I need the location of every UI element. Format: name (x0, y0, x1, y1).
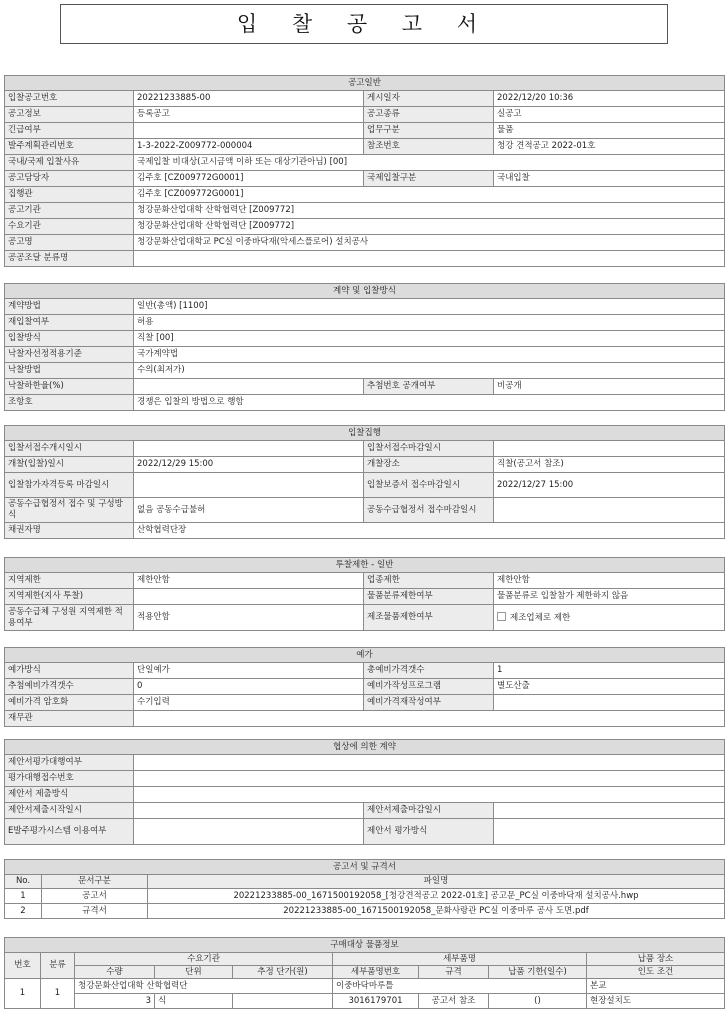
doc-type: 공고서 (42, 889, 148, 904)
column-header: No. (5, 875, 42, 889)
field-label: 제안서평가대행여부 (5, 755, 134, 771)
field-label: 재무관 (5, 711, 134, 727)
field-value: 실공고 (494, 107, 725, 123)
field-label: 입찰보증서 접수마감일시 (364, 473, 494, 498)
column-header: 수량 (75, 966, 155, 979)
field-label: 집행관 (5, 187, 134, 203)
field-label: 제조물품제한여부 (364, 605, 494, 631)
field-value (134, 803, 364, 819)
field-value (134, 473, 364, 498)
table-row (5, 904, 725, 919)
page-title: 입 찰 공 고 서 (60, 4, 668, 44)
field-value (494, 803, 725, 819)
field-label: 제안서 제출방식 (5, 787, 134, 803)
field-value: 직찰(공고서 참조) (494, 457, 725, 473)
goods-detail-name: 이중바닥마루틀 (333, 979, 587, 994)
field-label: 예비가작성프로그램 (364, 679, 494, 695)
goods-place: 본교 (587, 979, 725, 994)
column-header: 분류 (41, 953, 75, 979)
field-value: 산학협력단장 (134, 523, 725, 539)
field-label: 제안서제출마감일시 (364, 803, 494, 819)
goods-spec: 공고서 참조 (419, 994, 489, 1009)
manufacture-restrict-cell (494, 605, 725, 631)
field-label: 개찰(입찰)일시 (5, 457, 134, 473)
column-header: 문서구분 (42, 875, 148, 889)
field-label: 긴급여부 (5, 123, 134, 139)
field-label: 입찰참가자격등록 마감일시 (5, 473, 134, 498)
field-label: 지역제한(지사 투찰) (5, 589, 134, 605)
column-header: 파일명 (148, 875, 725, 889)
price-section (4, 647, 725, 727)
doc-file-link[interactable]: 20221233885-00_1671500192058_[청강견적공고 2022-01호] 공고문_PC실 이중바닥재 설치공사.hwp (148, 889, 725, 904)
field-label: 총예비가격갯수 (364, 663, 494, 679)
field-label: 개찰장소 (364, 457, 494, 473)
doc-type: 규격서 (42, 904, 148, 919)
goods-category: 1 (41, 979, 75, 1009)
field-label: 입찰서접수마감일시 (364, 441, 494, 457)
field-label: 입찰공고번호 (5, 91, 134, 107)
checkbox-label: 제조업체로 제한 (510, 612, 571, 623)
field-value (134, 771, 725, 787)
field-value: 일반(총액) [1100] (134, 299, 725, 315)
goods-qty: 3 (75, 994, 155, 1009)
field-label: 제안서 평가방식 (364, 819, 494, 845)
field-value: 국제입찰 비대상(고시금액 이하 또는 대상기관아님) [00] (134, 155, 725, 171)
section-heading: 공고일반 (5, 76, 725, 91)
table-row (5, 889, 725, 904)
field-label: 낙찰자선정적용기준 (5, 347, 134, 363)
goods-due: () (489, 994, 587, 1009)
field-value: 국가계약법 (134, 347, 725, 363)
field-value: 20221233885-00 (134, 91, 364, 107)
field-label: 공공조달 분류명 (5, 251, 134, 267)
field-label: 업무구분 (364, 123, 494, 139)
goods-unit: 식 (155, 994, 233, 1009)
section-heading: 입찰집행 (5, 426, 725, 441)
field-value: 등록공고 (134, 107, 364, 123)
negotiation-section (4, 739, 725, 845)
field-value: 1 (494, 663, 725, 679)
column-header: 수요기관 (75, 953, 333, 966)
table-row (5, 994, 725, 1009)
field-label: 제안서제출시작일시 (5, 803, 134, 819)
field-value: 별도산출 (494, 679, 725, 695)
field-label: 물품분류제한여부 (364, 589, 494, 605)
docs-section (4, 859, 725, 919)
column-header: 납품 기한(일수) (489, 966, 587, 979)
goods-section (4, 937, 725, 1009)
field-value: 0 (134, 679, 364, 695)
section-heading: 계약 및 입찰방식 (5, 284, 725, 299)
section-heading: 예가 (5, 648, 725, 663)
goods-est-price (233, 994, 333, 1009)
field-label: 업종제한 (364, 573, 494, 589)
field-label: E발주평가시스템 이용여부 (5, 819, 134, 845)
field-value: 청강문화산업대학 산학협력단 [Z009772] (134, 203, 725, 219)
field-label: 예비가격재작성여부 (364, 695, 494, 711)
field-label: 평가대행접수번호 (5, 771, 134, 787)
field-value: 경쟁은 입찰의 방법으로 행함 (134, 395, 725, 411)
field-label: 입찰방식 (5, 331, 134, 347)
field-value: 제한안함 (134, 573, 364, 589)
field-value (134, 787, 725, 803)
field-label: 참조번호 (364, 139, 494, 155)
table-row (5, 979, 725, 994)
field-value: 적용안함 (134, 605, 364, 631)
field-value (134, 123, 364, 139)
field-value: 김주호 [CZ009772G0001] (134, 187, 725, 203)
column-header: 납품 장소 (587, 953, 725, 966)
field-label: 공고정보 (5, 107, 134, 123)
doc-no: 1 (5, 889, 42, 904)
field-value: 청강 견적공고 2022-01호 (494, 139, 725, 155)
field-value: 수기입력 (134, 695, 364, 711)
field-label: 재입찰여부 (5, 315, 134, 331)
doc-no: 2 (5, 904, 42, 919)
checkbox[interactable] (497, 612, 506, 621)
column-header: 규격 (419, 966, 489, 979)
field-value: 비공개 (494, 379, 725, 395)
field-label: 발주계획관리번호 (5, 139, 134, 155)
column-header: 추정 단가(원) (233, 966, 333, 979)
field-value: 청강문화산업대학 산학협력단 [Z009772] (134, 219, 725, 235)
field-label: 공동수급체 구성원 지역제한 적용여부 (5, 605, 134, 631)
field-value: 2022/12/20 10:36 (494, 91, 725, 107)
column-header: 세부품명번호 (333, 966, 419, 979)
field-label: 낙찰하한율(%) (5, 379, 134, 395)
goods-agency: 청강문화산업대학 산학협력단 (75, 979, 333, 994)
field-value: 국내입찰 (494, 171, 725, 187)
field-label: 국내/국제 입찰사유 (5, 155, 134, 171)
field-label: 게시일자 (364, 91, 494, 107)
field-value (134, 711, 725, 727)
field-value (494, 498, 725, 523)
field-value (494, 819, 725, 845)
field-label: 추첨예비가격갯수 (5, 679, 134, 695)
restriction-section (4, 557, 725, 631)
field-label: 예가방식 (5, 663, 134, 679)
field-label: 추첨번호 공개여부 (364, 379, 494, 395)
goods-condition: 현장설치도 (587, 994, 725, 1009)
section-heading: 투찰제한 - 일반 (5, 558, 725, 573)
field-value (134, 819, 364, 845)
field-value (134, 379, 364, 395)
field-value: 제한안함 (494, 573, 725, 589)
field-label: 공고기관 (5, 203, 134, 219)
field-label: 지역제한 (5, 573, 134, 589)
field-value: 없음 공동수급불허 (134, 498, 364, 523)
field-value: 2022/12/29 15:00 (134, 457, 364, 473)
column-header: 단위 (155, 966, 233, 979)
field-label: 조항호 (5, 395, 134, 411)
doc-file-link[interactable]: 20221233885-00_1671500192058_문화사랑관 PC실 이중마루 공사 도면.pdf (148, 904, 725, 919)
field-label: 국제입찰구분 (364, 171, 494, 187)
execution-section (4, 425, 725, 539)
field-value (134, 441, 364, 457)
field-value: 2022/12/27 15:00 (494, 473, 725, 498)
section-heading: 공고서 및 규격서 (5, 860, 725, 875)
field-value: 물품 (494, 123, 725, 139)
field-value: 단일예가 (134, 663, 364, 679)
section-heading: 구매대상 물품정보 (5, 938, 725, 953)
field-value: 청강문화산업대학교 PC실 이중바닥재(악세스플로어) 설치공사 (134, 235, 725, 251)
field-label: 공고담당자 (5, 171, 134, 187)
contract-section (4, 283, 725, 411)
field-value: 1-3-2022-Z009772-000004 (134, 139, 364, 155)
field-value (494, 695, 725, 711)
field-value (134, 251, 725, 267)
field-value: 김주호 [CZ009772G0001] (134, 171, 364, 187)
field-value: 직찰 [00] (134, 331, 725, 347)
field-label: 채권자명 (5, 523, 134, 539)
field-label: 수요기관 (5, 219, 134, 235)
goods-code: 3016179701 (333, 994, 419, 1009)
field-value: 허용 (134, 315, 725, 331)
field-label: 낙찰방법 (5, 363, 134, 379)
field-label: 공고명 (5, 235, 134, 251)
column-header: 세부품명 (333, 953, 587, 966)
field-label: 공동수급협정서 접수 및 구성방식 (5, 498, 134, 523)
field-label: 공고종류 (364, 107, 494, 123)
field-label: 입찰서접수개시일시 (5, 441, 134, 457)
column-header: 인도 조건 (587, 966, 725, 979)
field-value: 수의(최저가) (134, 363, 725, 379)
field-value (494, 441, 725, 457)
field-value (134, 589, 364, 605)
section-heading: 협상에 의한 계약 (5, 740, 725, 755)
field-label: 예비가격 암호화 (5, 695, 134, 711)
general-section (4, 75, 725, 267)
goods-no: 1 (5, 979, 41, 1009)
field-value (134, 755, 725, 771)
field-label: 공동수급협정서 접수마감일시 (364, 498, 494, 523)
field-label: 계약방법 (5, 299, 134, 315)
field-value: 물품분류로 입찰참가 제한하지 않음 (494, 589, 725, 605)
column-header: 번호 (5, 953, 41, 979)
